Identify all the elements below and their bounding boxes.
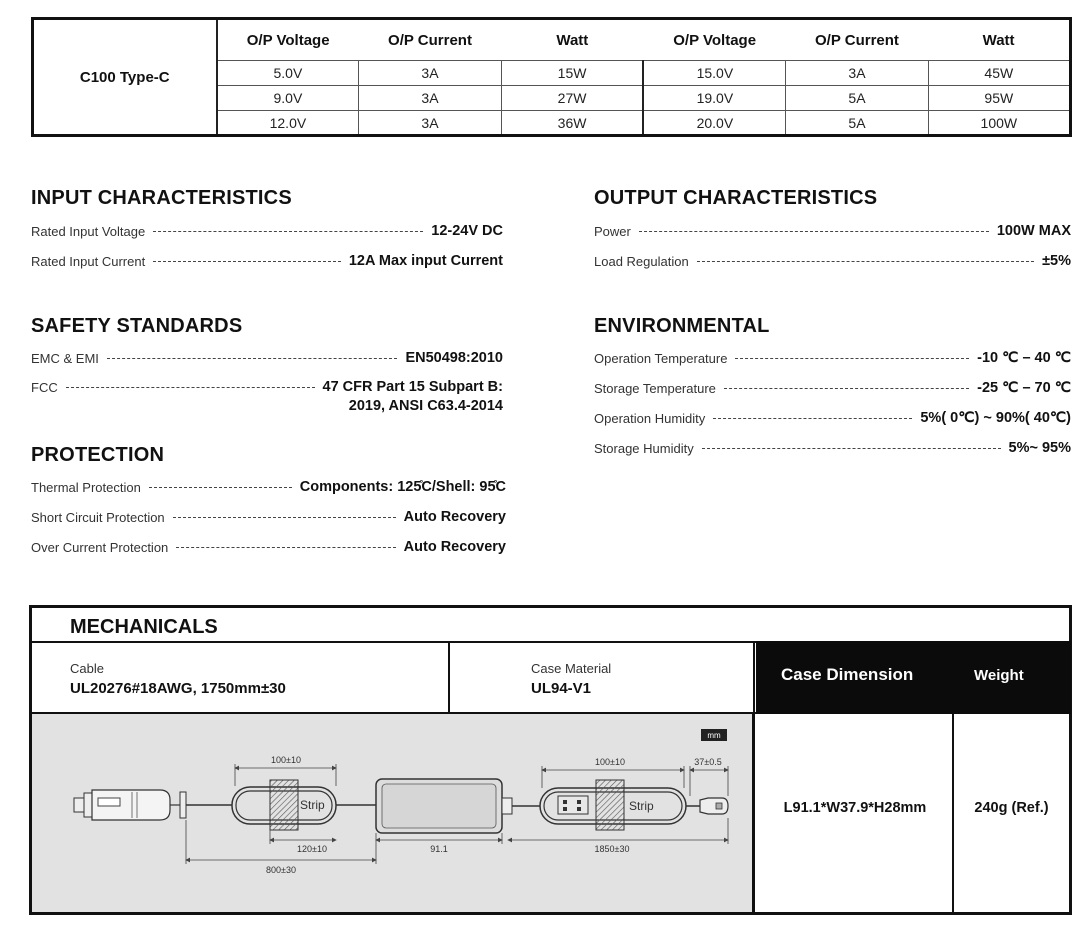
spec-label: Storage Temperature: [594, 380, 716, 396]
leader-dots: [149, 487, 292, 488]
table-cell: 3A: [359, 86, 501, 111]
unit-badge: [701, 729, 727, 741]
case-material-label: Case Material: [531, 661, 612, 676]
car-plug-icon: [74, 790, 186, 820]
output-section-title: OUTPUT CHARACTERISTICS: [594, 187, 878, 209]
spec-operation-temperature: [594, 349, 1071, 367]
leader-dots: [173, 517, 396, 518]
spec-operation-humidity: [594, 409, 1071, 427]
header-current-1: O/P Current: [359, 19, 501, 61]
dim-strip-left-pos: 120±10: [297, 844, 327, 854]
spec-label: Power: [594, 223, 631, 239]
dim-output-cable: 1850±30: [594, 844, 630, 854]
safety-section-title: SAFETY STANDARDS: [31, 315, 243, 337]
weight-header: Weight: [974, 667, 1024, 684]
spec-label: Rated Input Current: [31, 253, 146, 269]
table-cell: 36W: [501, 111, 643, 136]
spec-value: 12-24V DC: [431, 223, 503, 239]
mechanicals-info-row: [32, 641, 1069, 714]
header-watt-2: Watt: [928, 19, 1070, 61]
leader-dots: [107, 358, 398, 359]
table-cell: 3A: [359, 61, 501, 86]
input-section-title: INPUT CHARACTERISTICS: [31, 187, 292, 209]
mechanical-drawing: [32, 714, 752, 912]
spec-value: 100W MAX: [996, 223, 1071, 239]
table-cell: 12.0V: [217, 111, 359, 136]
spec-label: Operation Humidity: [594, 410, 706, 426]
spec-label: EMC & EMI: [31, 350, 99, 366]
weight-value: 240g (Ref.): [974, 800, 1049, 816]
table-cell: 100W: [928, 111, 1070, 136]
header-voltage-2: O/P Voltage: [643, 19, 785, 61]
spec-value: 47 CFR Part 15 Subpart B:: [322, 379, 503, 395]
header-voltage-1: O/P Voltage: [217, 19, 359, 61]
table-cell: 3A: [359, 111, 501, 136]
cable-cell: [32, 643, 450, 712]
protection-section-title: PROTECTION: [31, 444, 165, 466]
spec-fcc-line: [31, 378, 503, 396]
weight-cell: [954, 714, 1069, 912]
mechanical-drawing-area: [32, 714, 755, 912]
table-cell: 20.0V: [643, 111, 785, 136]
table-cell: 15.0V: [643, 61, 785, 86]
spec-fcc: [31, 378, 503, 418]
unit-label: mm: [707, 731, 721, 740]
spec-value: Components: 125̊C/Shell: 95̊C: [299, 479, 506, 495]
adapter-body: [376, 779, 540, 833]
spec-rated-input-current: [31, 252, 503, 270]
spec-value-line2: 2019, ANSI C63.4-2014: [348, 398, 503, 414]
leader-dots: [66, 387, 315, 388]
header-current-2: O/P Current: [786, 19, 928, 61]
table-cell: 15W: [501, 61, 643, 86]
dim-connector: 37±0.5: [694, 757, 722, 767]
table-cell: 5.0V: [217, 61, 359, 86]
spec-power: [594, 222, 1071, 240]
dim-body-length: 91.1: [430, 844, 448, 854]
table-cell: 5A: [786, 86, 928, 111]
strip-label-right: Strip: [629, 799, 654, 813]
spec-label: Over Current Protection: [31, 539, 169, 555]
spec-emc-emi: [31, 349, 503, 367]
spec-rated-input-voltage: [31, 222, 503, 240]
spec-value: -25 ℃ – 70 ℃: [977, 380, 1071, 396]
header-watt-1: Watt: [501, 19, 643, 61]
spec-value: Auto Recovery: [403, 539, 506, 555]
environmental-section-title: ENVIRONMENTAL: [594, 315, 770, 337]
leader-dots: [176, 547, 395, 548]
left-cable-loop: [186, 780, 376, 830]
dimension-weight-header: [756, 641, 1071, 714]
dim-strip-right-width: 100±10: [595, 757, 625, 767]
spec-label: Load Regulation: [594, 253, 689, 269]
spec-value: Auto Recovery: [403, 509, 506, 525]
spec-value: 5%( 0℃) ~ 90%( 40℃): [920, 410, 1071, 426]
spec-value: 12A Max input Current: [348, 253, 503, 269]
case-material-value: UL94-V1: [531, 680, 592, 697]
leader-dots: [702, 448, 1001, 449]
table-cell: 19.0V: [643, 86, 785, 111]
spec-label: Thermal Protection: [31, 479, 141, 495]
mechanicals-panel: [29, 605, 1072, 915]
cable-label: Cable: [70, 661, 104, 676]
cable-value: UL20276#18AWG, 1750mm±30: [70, 680, 286, 697]
table-cell: 45W: [928, 61, 1070, 86]
spec-thermal-protection: [31, 478, 506, 496]
case-material-cell: [453, 643, 755, 712]
spec-storage-humidity: [594, 439, 1071, 457]
spec-value: 5%~ 95%: [1008, 440, 1071, 456]
model-name: C100 Type-C: [33, 19, 217, 136]
spec-value: ±5%: [1042, 253, 1071, 269]
table-cell: 95W: [928, 86, 1070, 111]
spec-label: Operation Temperature: [594, 350, 728, 366]
table-cell: 27W: [501, 86, 643, 111]
leader-dots: [713, 418, 912, 419]
spec-label: Storage Humidity: [594, 440, 694, 456]
spec-value: EN50498:2010: [405, 350, 503, 366]
table-cell: 9.0V: [217, 86, 359, 111]
leader-dots: [153, 261, 341, 262]
mechanicals-title: MECHANICALS: [70, 616, 218, 638]
spec-short-circuit-protection: [31, 508, 506, 526]
leader-dots: [153, 231, 423, 232]
case-dimension-header: Case Dimension: [781, 665, 914, 684]
spec-over-current-protection: [31, 538, 506, 556]
dim-strip-left-width: 100±10: [271, 755, 301, 765]
case-dimension-value: L91.1*W37.9*H28mm: [783, 800, 927, 816]
dim-plug-cable: 800±30: [266, 865, 296, 875]
spec-label: FCC: [31, 379, 58, 395]
leader-dots: [724, 388, 969, 389]
table-cell: 5A: [786, 111, 928, 136]
strip-label-left: Strip: [300, 798, 325, 812]
leader-dots: [735, 358, 969, 359]
spec-load-regulation: [594, 252, 1071, 270]
spec-storage-temperature: [594, 379, 1071, 397]
leader-dots: [697, 261, 1034, 262]
spec-value: -10 ℃ – 40 ℃: [977, 350, 1071, 366]
right-cable-loop: [540, 780, 700, 830]
table-header-row: [33, 19, 1071, 61]
spec-label: Short Circuit Protection: [31, 509, 165, 525]
leader-dots: [639, 231, 989, 232]
table-cell: 3A: [786, 61, 928, 86]
case-dimension-cell: [758, 714, 954, 912]
spec-label: Rated Input Voltage: [31, 223, 146, 239]
type-c-connector-icon: [700, 798, 728, 814]
output-spec-table: [31, 17, 1072, 137]
